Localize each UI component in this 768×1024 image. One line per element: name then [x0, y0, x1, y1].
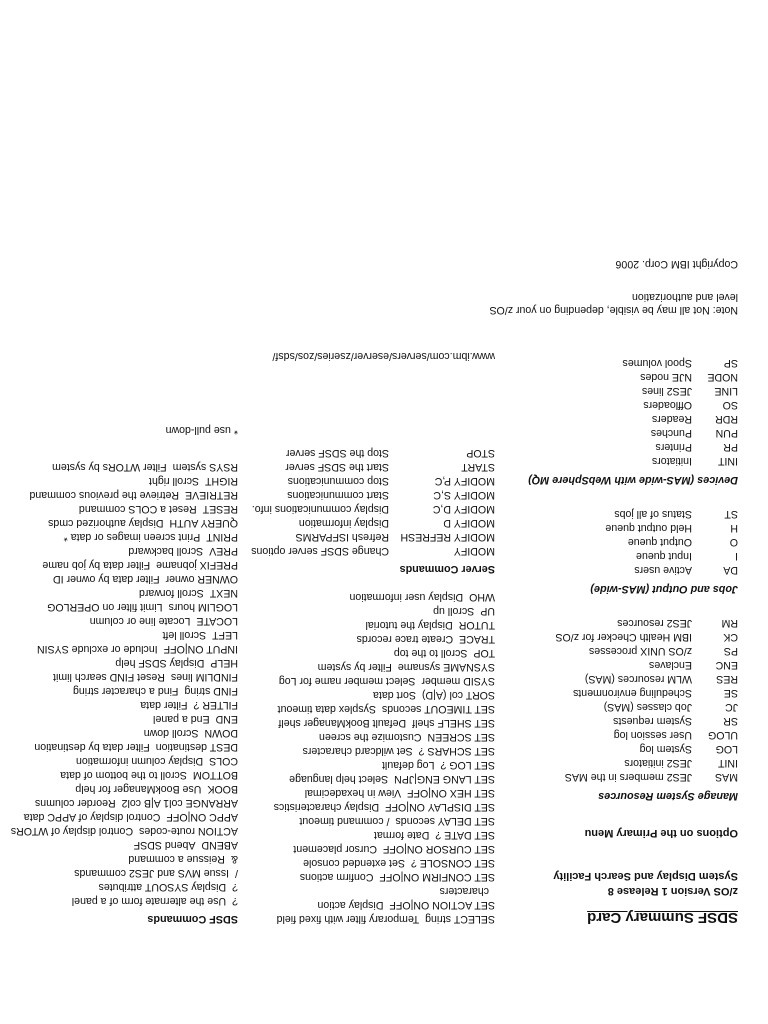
command-description: JES2 initiators [624, 757, 692, 769]
command-entry [490, 616, 739, 630]
card-title: SDSF Summary Card [587, 909, 738, 926]
command-entry [11, 628, 238, 642]
command-entry [251, 660, 495, 674]
command-name: COLS [209, 755, 238, 767]
command-description: Spool volumes [622, 357, 692, 369]
command-name: MODIFY D,C [432, 503, 495, 515]
section-heading: Jobs and Output (MAS-wide) [590, 583, 738, 595]
command-name [489, 884, 495, 898]
command-name: RES [716, 673, 738, 685]
command-description: Refresh ISFPARMS [295, 531, 389, 543]
command-entry [490, 535, 739, 549]
command-description: Scroll to the bottom of data [60, 769, 187, 781]
command-entry [251, 646, 495, 660]
command-entry [490, 356, 739, 370]
command-description: Display the tutorial [365, 619, 453, 631]
command-name: ACTION route-codes [139, 825, 238, 837]
command-name: / [235, 867, 238, 879]
command-name: RETRIEVE [185, 489, 238, 501]
command-name: INIT [717, 455, 738, 467]
command-description: Active users [634, 564, 692, 576]
command-entry [490, 521, 739, 535]
command-entry [490, 728, 739, 742]
command-name: SELECT string [425, 913, 495, 925]
command-name: SET CURSOR ON|OFF [382, 843, 495, 855]
command-description: Display information [298, 517, 389, 529]
command-entry [11, 600, 238, 614]
command-description: Select help language [289, 773, 389, 785]
command-description: WLM resources (MAS) [584, 673, 692, 685]
command-name: RM [721, 617, 738, 629]
command-entry [251, 446, 495, 460]
command-name: SET SHELF shelf [412, 717, 495, 729]
command-name: PR [723, 441, 738, 453]
sdsf-commands-heading: SDSF Commands [147, 913, 238, 925]
command-name: APPC ON|OFF [166, 811, 238, 823]
command-description: Input queue [636, 550, 692, 562]
command-entry [251, 488, 495, 502]
command-name: ? [232, 881, 238, 893]
command-entry [251, 842, 495, 856]
command-entry [11, 474, 238, 488]
command-name: LOGLIM hours [168, 601, 238, 613]
command-description: JES2 lines [641, 385, 692, 397]
command-name: SET SCHARS ? [418, 745, 495, 757]
command-description: System requests [613, 715, 692, 727]
command-description: Display SDSF help [115, 657, 205, 669]
command-entry [11, 516, 238, 530]
command-description: Filter data by job name [42, 559, 151, 571]
command-description: Display communications info. [251, 503, 389, 515]
options-heading: Options on the Primary Menu [584, 827, 738, 839]
command-description: Control display of WTORs [10, 825, 134, 837]
command-entry [251, 702, 495, 716]
command-name: NODE [707, 371, 738, 383]
command-name: STOP [466, 447, 495, 459]
command-description: Output queue [627, 536, 692, 548]
command-description: Set wildcard characters [302, 745, 413, 757]
command-name: BOTTOM [192, 769, 238, 781]
command-description: Display characteristics [273, 801, 380, 813]
command-description: Scroll right [148, 475, 200, 487]
command-name: RDR [715, 413, 738, 425]
command-name: OWNER owner [165, 573, 238, 585]
command-description: Start communications [287, 489, 389, 501]
command-name: PS [723, 645, 738, 657]
command-description: Issue MVS and JES2 commands [74, 867, 230, 879]
command-name: JC [725, 701, 738, 713]
command-entry [251, 814, 495, 828]
command-name: ENC [715, 659, 738, 671]
command-description: Confirm actions [299, 871, 374, 883]
command-name: TRACE [459, 633, 495, 645]
command-name: QUERY AUTH [169, 517, 238, 529]
command-description: characters [439, 885, 489, 897]
command-entry [11, 852, 238, 866]
command-name: INIT [717, 757, 738, 769]
command-entry [11, 502, 238, 516]
command-entry [11, 586, 238, 600]
command-name: TUTOR [458, 619, 495, 631]
command-name: UP [480, 605, 495, 617]
command-entry [11, 460, 238, 474]
command-entry [490, 644, 739, 658]
command-name: DEST destination [155, 741, 238, 753]
command-entry [251, 618, 495, 632]
command-entry [490, 454, 739, 468]
command-name: SR [723, 715, 738, 727]
command-entry [11, 880, 238, 894]
command-description: Offloaders [643, 399, 692, 411]
command-description: Reset a COLS command [78, 503, 197, 515]
command-entry [251, 590, 495, 604]
command-description: Job classes (MAS) [603, 701, 692, 713]
command-description: Default BookManager shelf [278, 717, 407, 729]
command-description: Print screen images or data * [63, 531, 201, 543]
command-entry [251, 460, 495, 474]
command-entry [11, 572, 238, 586]
command-name: ? [232, 895, 238, 907]
command-description: Scroll forward [138, 587, 204, 599]
command-description: Create trace records [356, 633, 454, 645]
note-line-2: level and authorization [631, 291, 738, 303]
command-entry [251, 772, 495, 786]
command-name: & [230, 853, 238, 865]
command-name: MODIFY REFRESH [400, 531, 495, 543]
command-description: Display SYSOUT attributes [98, 881, 227, 893]
command-description: IBM Health Checker for z/OS [555, 631, 692, 643]
command-entry [251, 474, 495, 488]
right-column [11, 423, 238, 926]
command-name: FILTER ? [193, 699, 238, 711]
command-name: SET DELAY seconds [395, 815, 495, 827]
command-entry [11, 754, 238, 768]
command-entry [11, 866, 238, 880]
command-entry [251, 716, 495, 730]
command-description: Scroll to the top [393, 647, 468, 659]
left-column [490, 257, 739, 926]
command-description: Display authorized cmds [48, 517, 164, 529]
command-description: Reissue a command [128, 853, 225, 865]
command-name: MODIFY D [443, 517, 495, 529]
command-description: Reorder columns [34, 797, 116, 809]
command-description: Filter data by owner ID [53, 573, 160, 585]
command-description: Display action [317, 899, 384, 911]
command-description: Filter WTORs by system [52, 461, 167, 473]
command-description: Display user information [349, 591, 464, 603]
left-sections [490, 336, 739, 803]
command-entry [11, 796, 238, 810]
command-description: Change SDSF server options [251, 545, 389, 557]
command-name: ARRANGE col1 A|B col2 [121, 797, 238, 809]
command-description: End a panel [153, 713, 210, 725]
command-name: H [730, 522, 738, 534]
command-name: SET ACTION ON|OFF [389, 899, 495, 911]
command-name: CK [723, 631, 738, 643]
command-entry [490, 426, 739, 440]
command-entry [251, 502, 495, 516]
command-entry [490, 412, 739, 426]
command-description: Scroll down [143, 727, 199, 739]
command-description: User session log [613, 729, 692, 741]
command-name: SET CONSOLE ? [411, 857, 495, 869]
command-entry [11, 894, 238, 908]
command-name: ULOG [707, 729, 738, 741]
command-description: Filter data [140, 699, 188, 711]
command-entry [251, 786, 495, 800]
command-name: MODIFY P,C [434, 475, 495, 487]
command-name: SORT col (A|D) [422, 689, 495, 701]
command-entry [490, 507, 739, 521]
note-line-1: Note: Not all may be visible, depending on your z/OS [489, 304, 738, 316]
command-name: LINE [714, 385, 738, 397]
command-name: NEXT [209, 587, 238, 599]
command-name: PREFIX jobname [156, 559, 238, 571]
command-description: Set extended console [303, 857, 405, 869]
command-name: SET TIMEOUT seconds [381, 703, 495, 715]
command-name: TOP [473, 647, 495, 659]
command-entry [11, 670, 238, 684]
command-entry [11, 712, 238, 726]
command-description: Sysplex data timeout [277, 703, 376, 715]
command-description: Abend SDSF [133, 839, 196, 851]
command-name: END [215, 713, 238, 725]
command-entry [490, 672, 739, 686]
command-name: MODIFY [453, 545, 495, 557]
command-description: Temporary filter with fixed field [276, 913, 420, 925]
command-name: FIND string [184, 685, 238, 697]
command-entry [11, 810, 238, 824]
command-name: FINDLIM lines [170, 671, 238, 683]
command-description: Filter by system [317, 661, 392, 673]
copyright: Copyright IBM Corp. 2006 [615, 258, 738, 270]
command-name: PREV [209, 545, 238, 557]
command-entry [11, 768, 238, 782]
command-entry [11, 838, 238, 852]
command-entry [11, 698, 238, 712]
command-description: Printers [655, 441, 692, 453]
section-list [490, 356, 739, 468]
command-description: View in hexadecimal [304, 787, 402, 799]
command-entry [251, 604, 495, 618]
command-name: SYSID member [421, 675, 495, 687]
command-description: Initiators [651, 455, 692, 467]
command-description: / command timeout [299, 815, 390, 827]
command-entry [251, 632, 495, 646]
command-entry [11, 824, 238, 838]
command-description: Select member name for Log [278, 675, 416, 687]
product-subtitle: System Display and Search Facility [553, 870, 738, 882]
command-entry [490, 630, 739, 644]
command-name: RSYS system [172, 461, 238, 473]
command-entry [490, 440, 739, 454]
command-description: JES2 resources [617, 617, 692, 629]
command-entry [251, 870, 495, 884]
command-entry [11, 530, 238, 544]
command-name: PRINT [206, 531, 238, 543]
command-name: SP [723, 357, 738, 369]
command-name: PUN [715, 427, 738, 439]
command-name: RESET [202, 503, 238, 515]
command-name: MODIFY S,C [433, 489, 495, 501]
command-description: NJE nodes [640, 371, 692, 383]
command-description: Include or exclude SYSIN [36, 643, 158, 655]
command-entry [251, 530, 495, 544]
command-entry [490, 770, 739, 784]
command-description: Held output queue [605, 522, 692, 534]
command-name: SYSNAME sysname [397, 661, 495, 673]
command-name: DOWN [204, 727, 238, 739]
command-name: SO [722, 399, 738, 411]
command-name: INPUT ON|OFF [163, 643, 238, 655]
command-entry [490, 384, 739, 398]
command-entry [490, 700, 739, 714]
footnote: * use pull-down [165, 424, 238, 436]
command-description: Sort data [373, 689, 416, 701]
command-description: Enclaves [649, 659, 692, 671]
command-description: Scheduling environments [573, 687, 692, 699]
command-description: Control display of APPC data [23, 811, 161, 823]
command-name: MAS [715, 771, 738, 783]
command-description: Find a character string [73, 685, 179, 697]
command-description: Scroll left [162, 629, 207, 641]
set-command-list [251, 590, 495, 926]
command-entry [11, 614, 238, 628]
command-description: Limit filter on OPERLOG [47, 601, 163, 613]
section-heading: Manage System Resources [598, 790, 738, 802]
command-entry [11, 656, 238, 670]
command-entry [11, 782, 238, 796]
command-entry [11, 726, 238, 740]
command-name: BOOK [207, 783, 238, 795]
command-description: System log [639, 743, 692, 755]
command-entry [11, 684, 238, 698]
command-description: JES2 members in the MAS [564, 771, 692, 783]
command-entry [251, 516, 495, 530]
command-entry [11, 488, 238, 502]
command-name: SET CONFIRM ON|OFF [379, 871, 495, 883]
command-description: Filter data by destination [34, 741, 150, 753]
command-name: HELP [210, 657, 238, 669]
command-name: LOG [715, 743, 738, 755]
section-heading: Devices (MAS-wide with WebSphere MQ) [528, 474, 738, 486]
command-description: Log default [382, 759, 435, 771]
command-description: Start the SDSF server [285, 461, 389, 473]
command-entry [251, 674, 495, 688]
command-description: Status of all jobs [614, 508, 692, 520]
command-entry [251, 688, 495, 702]
command-entry [251, 856, 495, 870]
command-name: I [735, 550, 738, 562]
command-entry [490, 370, 739, 384]
command-description: Readers [651, 413, 692, 425]
command-entry [490, 686, 739, 700]
command-name: WHO [469, 591, 495, 603]
command-entry [490, 742, 739, 756]
middle-column [251, 349, 495, 926]
sdsf-command-list [11, 460, 238, 908]
command-entry [490, 658, 739, 672]
command-description: Stop communications [287, 475, 389, 487]
command-description: Punches [650, 427, 692, 439]
command-name: DA [723, 564, 738, 576]
command-description: Customize the screen [319, 731, 422, 743]
command-entry [251, 898, 495, 912]
command-entry [490, 549, 739, 563]
command-description: Display column information [75, 755, 204, 767]
command-name: SET LOG ? [440, 759, 495, 771]
section-list [490, 507, 739, 577]
command-name: SET DISPLAY ON|OFF [385, 801, 495, 813]
command-entry [11, 544, 238, 558]
command-description: Locate line or column [89, 615, 191, 627]
command-description: Stop the SDSF server [285, 447, 389, 459]
command-entry [251, 544, 495, 558]
command-description: z/OS UNIX processes [588, 645, 692, 657]
section-list [490, 616, 739, 784]
command-name: RIGHT [205, 475, 238, 487]
command-name: START [461, 461, 495, 473]
command-name: SE [723, 687, 738, 699]
command-entry [11, 642, 238, 656]
command-entry [251, 758, 495, 772]
command-entry [251, 884, 495, 898]
server-commands-heading: Server Commands [399, 563, 495, 575]
command-description: Scroll backward [128, 545, 204, 557]
command-entry [251, 828, 495, 842]
command-description: Cursor placement [293, 843, 377, 855]
command-name: SET HEX ON|OFF [407, 787, 495, 799]
command-description: Retrieve the previous command [29, 489, 180, 501]
command-name: SET DATE ? [435, 829, 495, 841]
command-description: Date format [373, 829, 430, 841]
command-entry [251, 800, 495, 814]
command-entry [11, 558, 238, 572]
server-command-list [251, 446, 495, 558]
product-url: www.ibm.com/servers/eserver/zseries/zos/sdsf/ [272, 350, 495, 362]
command-name: ABEND [201, 839, 238, 851]
command-entry [490, 563, 739, 577]
command-entry [251, 730, 495, 744]
command-entry [251, 912, 495, 926]
command-name: LEFT [212, 629, 238, 641]
command-description: Use the alternate form of a panel [71, 895, 227, 907]
command-description: Scroll up [433, 605, 475, 617]
command-entry [490, 756, 739, 770]
command-name: LOCATE [196, 615, 238, 627]
command-entry [11, 740, 238, 754]
command-name: SET SCREEN [427, 731, 495, 743]
command-entry [251, 744, 495, 758]
command-description: Reset FIND search limit [53, 671, 165, 683]
command-name: O [729, 536, 738, 548]
command-entry [490, 398, 739, 412]
command-description: Use BookManager for help [75, 783, 202, 795]
command-name: SET LANG ENG|JPN [394, 773, 495, 785]
command-name: ST [724, 508, 738, 520]
command-entry [490, 714, 739, 728]
version-subtitle: z/OS Version 1 Release 8 [607, 885, 738, 897]
